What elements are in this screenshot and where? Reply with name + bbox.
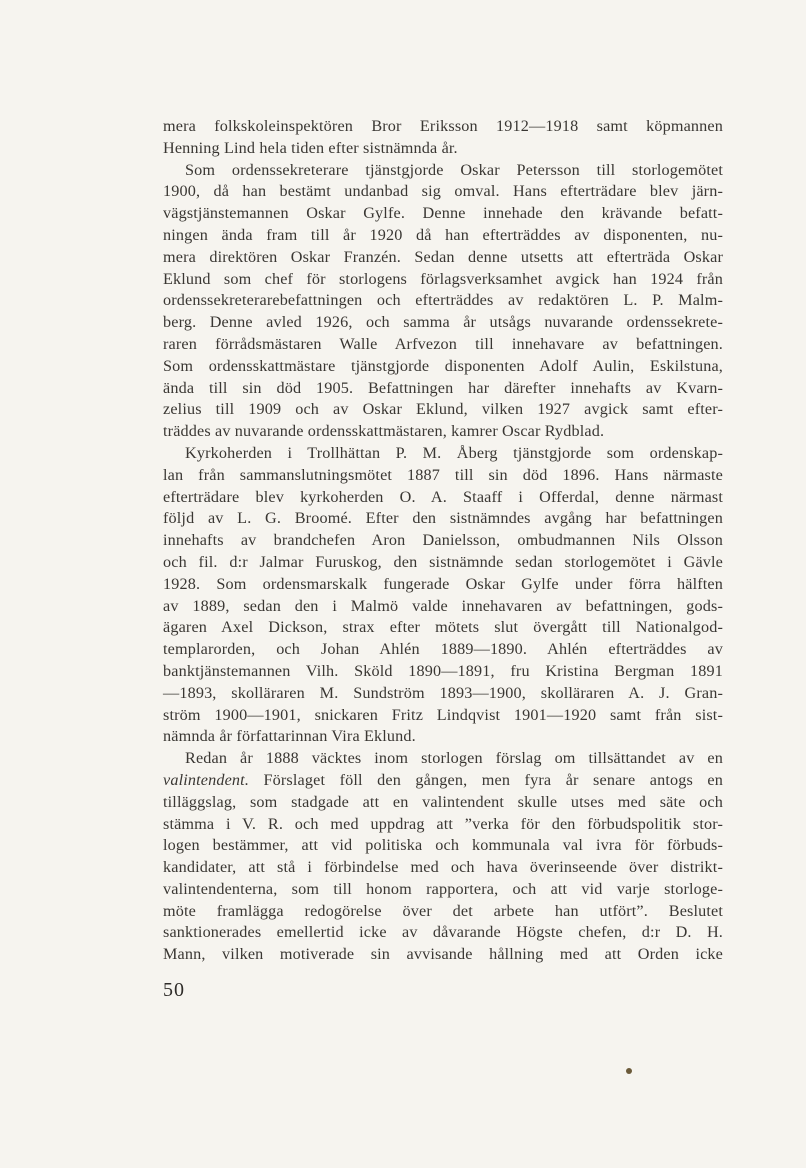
text-line: 1928. Som ordensmarskalk fungerade Oskar Gylfe under förra hälften: [163, 574, 723, 593]
text-line: innehafts av brandchefen Aron Danielsson, ombudmannen Nils Olsson: [163, 531, 723, 550]
text-line: —1893, skolläraren M. Sundström 1893—1900, skolläraren A. J. Gran-: [163, 683, 723, 702]
text-line: templarorden, och Johan Ahlén 1889—1890. Ahlén efterträddes av: [163, 640, 723, 659]
text-line: ända till sin död 1905. Befattningen har därefter innehafts av Kvarn-: [163, 378, 723, 397]
text-line: Eklund som chef för storlogens förlagsverksamhet avgick han 1924 från: [163, 269, 723, 288]
text-line: mera direktören Oskar Franzén. Sedan denne utsetts att efterträda Oskar: [163, 247, 723, 266]
text-line: zelius till 1909 och av Oskar Eklund, vilken 1927 avgick samt efter-: [163, 400, 723, 419]
text-line: nämnda år författarinnan Vira Eklund.: [163, 727, 416, 746]
text-line: av 1889, sedan den i Malmö valde innehavaren av befattningen, gods-: [163, 596, 723, 615]
text-line: ström 1900—1901, snickaren Fritz Lindqvist 1901—1920 samt från sist-: [163, 705, 723, 724]
text-line-rest: Förslaget föll den gången, men fyra år senare antogs en: [249, 770, 723, 789]
text-line: vägstjänstemannen Oskar Gylfe. Denne innehade den krävande befatt-: [163, 204, 723, 223]
text-line: berg. Denne avled 1926, och samma år utsågs nuvarande ordenssekrete-: [163, 313, 723, 332]
text-line: Som ordensskattmästare tjänstgjorde disponenten Adolf Aulin, Eskilstuna,: [163, 356, 723, 375]
text-line: möte framlägga redogörelse över det arbete han utfört”. Beslutet: [163, 901, 723, 920]
body-text: [163, 116, 723, 966]
text-line: Mann, vilken motiverade sin avvisande hållning med att Orden icke: [163, 945, 723, 964]
text-line: 1900, då han bestämt undanbad sig omval. Hans efterträdare blev järn-: [163, 182, 723, 201]
italic-term: valintendent.: [163, 770, 250, 789]
text-line: kandidater, att stå i förbindelse med och hava överinseende över distrikt-: [163, 858, 723, 877]
text-line: ningen ända fram till år 1920 då han efterträddes av disponenten, nu-: [163, 225, 723, 244]
ink-speck: [626, 1068, 632, 1074]
paragraph-start-line: Kyrkoherden i Trollhättan P. M. Åberg tjänstgjorde som ordenskap-: [185, 443, 723, 462]
text-line: ordenssekreterarebefattningen och efterträddes av redaktören L. P. Malm-: [163, 291, 723, 310]
text-line: stämma i V. R. och med uppdrag att ”verka för den förbudspolitik stor-: [163, 814, 723, 833]
text-line: mera folkskoleinspektören Bror Eriksson 1912—1918 samt köpmannen: [163, 117, 723, 135]
page-number: 50: [163, 979, 185, 1001]
text-line: efterträdare blev kyrkoherden O. A. Staaff i Offerdal, denne närmast: [163, 487, 723, 506]
text-line: följd av L. G. Broomé. Efter den sistnämndes avgång har befattningen: [163, 509, 723, 528]
text-line: och fil. d:r Jalmar Furuskog, den sistnämnde sedan storlogemötet i Gävle: [163, 552, 723, 571]
text-line: sanktionerades emellertid icke av dåvarande Högste chefen, d:r D. H.: [163, 923, 723, 942]
text-line: tilläggslag, som stadgade att en valintendent skulle utses med säte och: [163, 792, 723, 811]
text-line: ägaren Axel Dickson, strax efter mötets slut övergått till Nationalgod-: [163, 618, 723, 637]
text-line: lan från sammanslutningsmötet 1887 till sin död 1896. Hans närmaste: [163, 465, 723, 484]
text-line: Henning Lind hela tiden efter sistnämnda år.: [163, 138, 458, 157]
text-line: träddes av nuvarande ordensskattmästaren, kamrer Oscar Rydblad.: [163, 422, 605, 441]
text-line: banktjänstemannen Vilh. Sköld 1890—1891, fru Kristina Bergman 1891: [163, 661, 723, 680]
paragraph-start-line: Som ordenssekreterare tjänstgjorde Oskar Petersson till storlogemötet: [185, 160, 723, 179]
text-line: logen bestämmer, att vid politiska och kommunala val ivra för förbuds-: [163, 836, 723, 855]
paragraph-start-line: Redan år 1888 väcktes inom storlogen förslag om tillsättandet av en: [185, 749, 723, 768]
text-line: raren förrådsmästaren Walle Arfvezon till innehavare av befattningen.: [163, 334, 723, 353]
text-line: valintendenterna, som till honom rapportera, och att vid varje storloge-: [163, 879, 723, 898]
text-line: [163, 770, 723, 792]
